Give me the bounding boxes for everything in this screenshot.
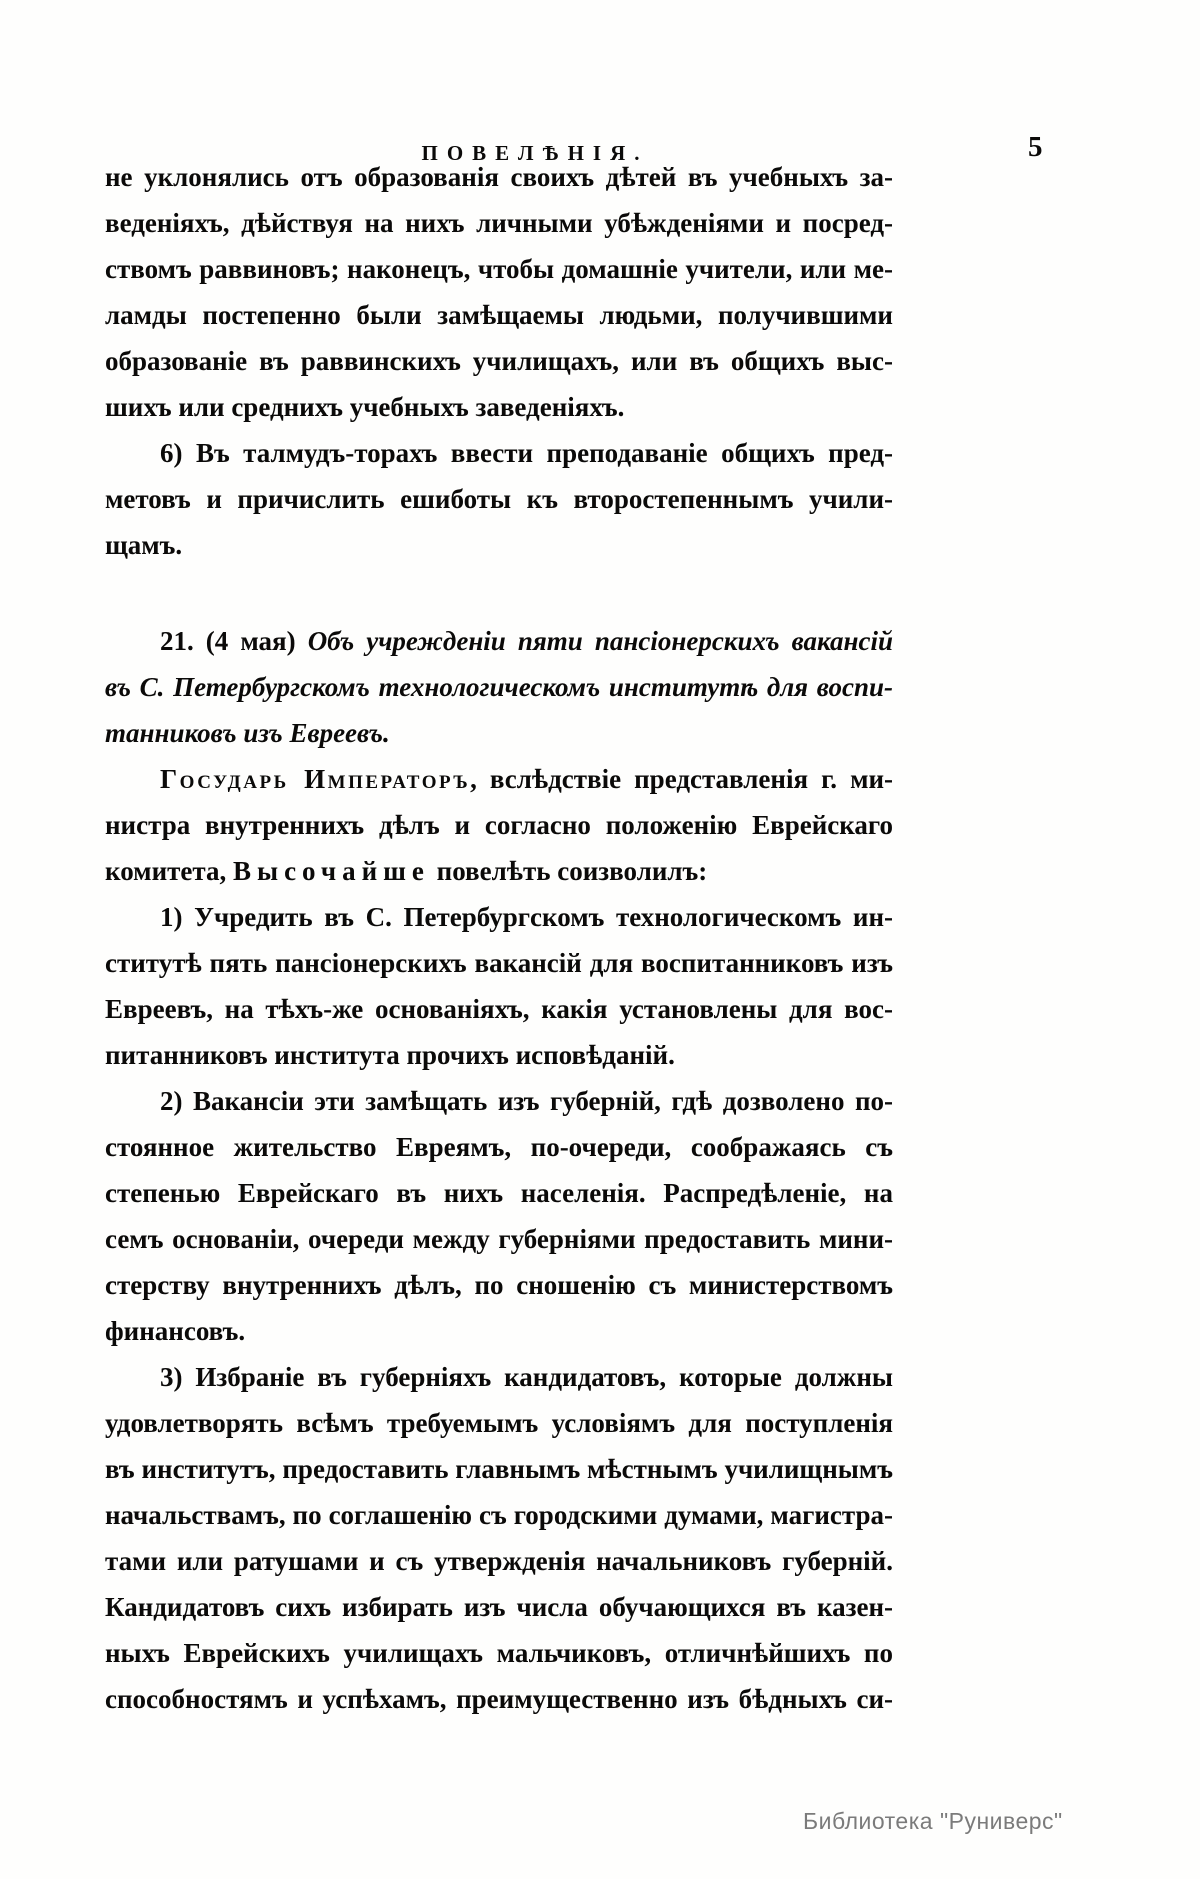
text-line: [105, 338, 893, 384]
paragraph: [105, 430, 893, 568]
text-segment: финансовъ.: [105, 1316, 246, 1346]
text-line: [105, 848, 893, 894]
page-number: 5: [1028, 131, 1043, 163]
text-line: [105, 1262, 893, 1308]
text-line: [105, 384, 893, 430]
text-segment: 6) Въ талмудъ-торахъ ввести преподаваніе общихъ пред-: [160, 438, 893, 468]
text-line: [105, 1308, 893, 1354]
text-line: [105, 940, 893, 986]
text-line: [105, 710, 893, 756]
paragraph: [105, 154, 893, 430]
text-segment: комитета,: [105, 856, 233, 886]
text-segment: повелѣть соизволилъ:: [429, 856, 708, 886]
paragraph: [105, 618, 893, 756]
text-segment: Государь Императоръ: [160, 764, 471, 794]
text-line: [105, 1400, 893, 1446]
text-segment: питанниковъ института прочихъ исповѣданій.: [105, 1040, 675, 1070]
text-segment: удовлетворять всѣмъ требуемымъ условіямъ для поступленія: [105, 1408, 893, 1438]
text-line: [105, 154, 893, 200]
text-segment: образованіе въ раввинскихъ училищахъ, или въ общихъ выс-: [105, 346, 893, 376]
text-segment: Объ учрежденіи пяти пансіонерскихъ вакансій: [307, 626, 893, 656]
text-segment: Высочайше: [232, 856, 430, 886]
text-line: [105, 1354, 893, 1400]
text-line: [105, 476, 893, 522]
text-segment: 1) Учредить въ С. Петербургскомъ технологическомъ ин-: [160, 902, 893, 932]
text-segment: 21. (4 мая): [160, 626, 308, 656]
text-line: [105, 618, 893, 664]
text-line: [105, 1078, 893, 1124]
text-segment: , вслѣдствіе представленія г. ми-: [470, 764, 894, 794]
text-segment: начальствамъ, по соглашенію съ городскими думами, магистра-: [105, 1500, 893, 1530]
text-line: [105, 200, 893, 246]
text-segment: стерству внутреннихъ дѣлъ, по сношенію съ министерствомъ: [105, 1270, 893, 1300]
text-segment: ныхъ Еврейскихъ училищахъ мальчиковъ, отличнѣйшихъ по: [105, 1638, 893, 1668]
text-segment: 3) Избраніе въ губерніяхъ кандидатовъ, которые должны: [160, 1362, 893, 1392]
text-line: [105, 1538, 893, 1584]
text-segment: тами или ратушами и съ утвержденія начальниковъ губерній.: [105, 1546, 893, 1576]
text-segment: не уклонялись отъ образованія своихъ дѣтей въ учебныхъ за-: [105, 162, 893, 192]
paragraph: [105, 1354, 893, 1722]
text-segment: степенью Еврейскаго въ нихъ населенія. Распредѣленіе, на: [105, 1178, 893, 1208]
text-line: [105, 430, 893, 476]
text-line: [105, 1630, 893, 1676]
page-header-title: ПОВЕЛѢНІЯ.: [421, 141, 649, 165]
text-line: [105, 756, 893, 802]
text-line: [105, 894, 893, 940]
paragraph: [105, 894, 893, 1078]
text-line: [105, 1584, 893, 1630]
text-segment: веденіяхъ, дѣйствуя на нихъ личными убѣжденіями и посред-: [105, 208, 893, 238]
text-segment: нистра внутреннихъ дѣлъ и согласно положенію Еврейскаго: [105, 810, 893, 840]
text-segment: шихъ или среднихъ учебныхъ заведеніяхъ.: [105, 392, 625, 422]
text-segment: семъ основаніи, очереди между губерніями предоставить мини-: [105, 1224, 893, 1254]
text-line: [105, 664, 893, 710]
text-segment: способностямъ и успѣхамъ, преимущественно изъ бѣдныхъ си-: [105, 1684, 893, 1714]
text-segment: Кандидатовъ сихъ избирать изъ числа обучающихся въ казен-: [105, 1592, 893, 1622]
text-line: [105, 1492, 893, 1538]
text-segment: щамъ.: [105, 530, 183, 560]
text-segment: танниковъ изъ Евреевъ.: [105, 718, 390, 748]
text-line: [105, 246, 893, 292]
text-line: [105, 1216, 893, 1262]
text-segment: 2) Вакансіи эти замѣщать изъ губерній, гдѣ дозволено по-: [160, 1086, 893, 1116]
paragraph: [105, 1078, 893, 1354]
text-segment: ститутѣ пять пансіонерскихъ вакансій для воспитанниковъ изъ: [105, 948, 893, 978]
text-line: [105, 522, 893, 568]
text-line: [105, 292, 893, 338]
text-segment: ламды постепенно были замѣщаемы людьми, получившими: [105, 300, 893, 330]
text-segment: стоянное жительство Евреямъ, по-очереди, соображаясь съ: [105, 1132, 893, 1162]
text-line: [105, 1170, 893, 1216]
text-line: [105, 1676, 893, 1722]
paragraph: [105, 756, 893, 894]
text-segment: въ институтъ, предоставить главнымъ мѣстнымъ училищнымъ: [105, 1454, 893, 1484]
text-segment: въ С. Петербургскомъ технологическомъ институтѣ для воспи-: [105, 672, 893, 702]
text-segment: метовъ и причислить ешиботы къ второстепеннымъ учили-: [105, 484, 893, 514]
text-line: [105, 1124, 893, 1170]
text-line: [105, 1446, 893, 1492]
text-line: [105, 1032, 893, 1078]
text-segment: ствомъ раввиновъ; наконецъ, чтобы домашніе учители, или ме-: [105, 254, 893, 284]
library-watermark: Библиотека "Руниверс": [803, 1808, 1063, 1834]
text-line: [105, 986, 893, 1032]
text-line: [105, 802, 893, 848]
text-block: [105, 154, 893, 1722]
text-segment: Евреевъ, на тѣхъ-же основаніяхъ, какія установлены для вос-: [105, 994, 893, 1024]
